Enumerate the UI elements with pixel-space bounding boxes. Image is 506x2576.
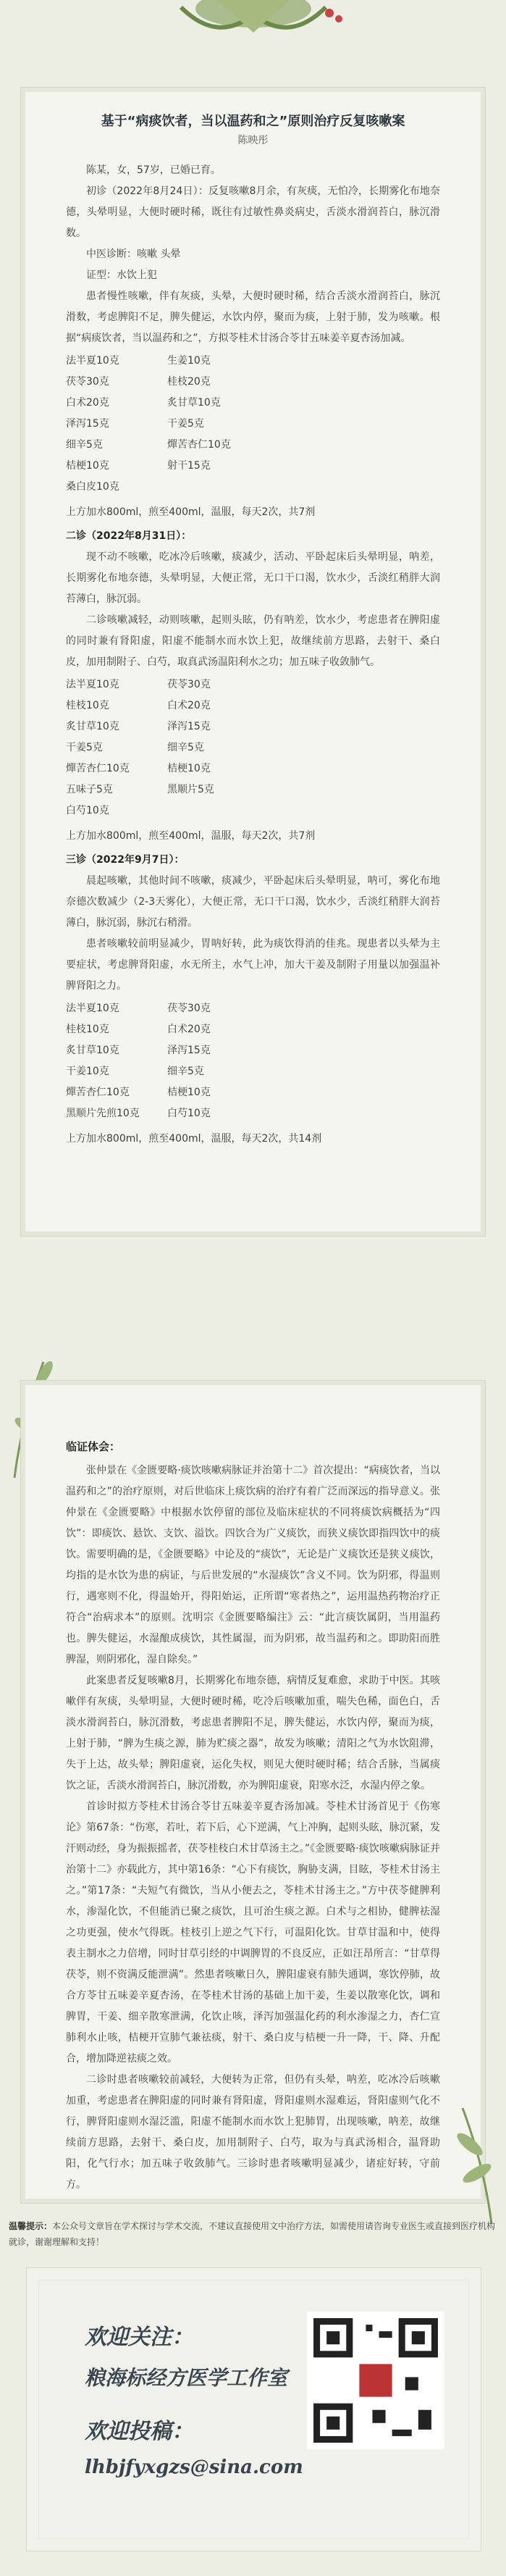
herb-item: 生姜10克 [167, 355, 211, 367]
prescription-row [66, 758, 440, 779]
herb-item: 茯苓30克 [167, 679, 211, 690]
notice-text: 本公众号文章旨在学术探讨与学术交流，不建议直接使用文中治疗方法，如需使用请咨询专业医生或直接到医疗机构就诊，谢谢理解和支持！ [9, 2221, 496, 2247]
prescription-row [66, 1103, 440, 1124]
herb-item: 白芍10克 [167, 1108, 211, 1119]
prescription-row [66, 716, 440, 737]
herb-item: 茯苓30克 [66, 376, 109, 388]
prescription-note: 上方加水800ml，煎至400ml，温服，每天2次，共7剂 [66, 506, 316, 518]
qr-code-icon [307, 2312, 444, 2449]
herb-item: 法半夏10克 [66, 1003, 119, 1014]
herb-item: 法半夏10克 [66, 679, 119, 690]
herb-item: 法半夏10克 [66, 355, 119, 367]
herb-item: 黑顺片先煎10克 [66, 1108, 140, 1119]
herb-item: 干姜5克 [66, 742, 103, 753]
welcome-follow-label: 欢迎关注： [85, 2325, 193, 2350]
prescription-list-2 [66, 674, 440, 821]
herb-item: 燀苦杏仁10克 [167, 439, 231, 451]
herb-item: 炙甘草10克 [167, 397, 221, 409]
welcome-banner [26, 2267, 481, 2551]
experience-title: 临证体会： [66, 1440, 121, 1453]
prescription-note: 上方加水800ml，煎至400ml，温服，每天2次，共14剂 [66, 1133, 322, 1145]
prescription-note: 上方加水800ml，煎至400ml，温服，每天2次，共7剂 [66, 830, 316, 842]
zongzi-decoration-icon [0, 0, 506, 87]
prescription-row [66, 779, 440, 800]
herb-item: 炙甘草10克 [66, 1045, 119, 1056]
experience-paragraph: 二诊时患者咳嗽较前减轻，大便转为正常，但仍有头晕，呐差，吃冰冷后咳嗽加重，考虑患者在脾阳虚的同时兼有肾阳虚，肾阳虚则水湿难运，肾阳虚则气化不行，脾肾阳虚则水湿泛滥，阳虚不能制水而水饮上犯肺胃，出现咳嗽，呐差，故继续前方思路，去射干、桑白皮，加用制附子、白芍，取为与真武汤相合，温肾助阳，化气行水；加五味子收敛肺气。三诊时患者咳嗽明显减少，诸症好转，守前方。 [66, 2074, 440, 2191]
herb-item: 桂枝20克 [167, 376, 211, 388]
herb-item: 泽泻15克 [66, 418, 109, 430]
herb-item: 白术20克 [167, 1024, 211, 1035]
herb-item: 五味子5克 [66, 784, 113, 795]
herb-item: 炙甘草10克 [66, 721, 119, 732]
prescription-row [66, 998, 440, 1019]
visit-3-paragraph: 患者咳嗽较前明显减少，胃呐好转，此为痰饮得消的佳兆。现患者以头晕为主要症状，考虑脾肾阳虚，水无所主，水气上冲，加大干姜及制附子用量以加强温补脾肾阳之力。 [66, 938, 440, 992]
herb-item: 射干15克 [167, 460, 211, 472]
prescription-row [66, 674, 440, 695]
visit-2-heading: 二诊（2022年8月31日）： [66, 530, 192, 542]
contact-email[interactable]: lhbjfyxgzs@sina.com [85, 2456, 303, 2478]
herb-item: 白术20克 [167, 700, 211, 711]
case-card [20, 87, 486, 1237]
prescription-row [66, 737, 440, 758]
experience-paragraph: 张仲景在《金匮要略·痰饮咳嗽病脉证并治第十二》首次提出：“病痰饮者，当以温药和之”的治疗原则，对后世临床上痰饮病的治疗有着广泛而深远的指导意义。张仲景在《金匮要略》中根据水饮停留的部位及临床症状的不同将痰饮病概括为“四饮”：即痰饮、悬饮、支饮、溢饮。四饮合为广义痰饮，而狭义痰饮即指四饮中的痰饮。需要明确的是，《金匮要略》中论及的“痰饮”，无论是广义痰饮还是狭义痰饮，均指的是水饮为患的病证，与后世发展的“水湿痰饮”含义不同。饮为阴邪，得温则行，遇寒则不化，得温始开，得阳始运，正所谓“寒者热之”，运用温热药物治疗正符合“治病求本”的原则。沈明宗《金匮要略编注》云：“此言痰饮属阴，当用温药也。脾失健运，水湿酿成痰饮，其性属湿，而为阴邪，故当温药和之。即助阳而胜脾湿，则阴邪化，湿自除矣。” [66, 1465, 440, 1665]
herb-item: 燀苦杏仁10克 [66, 1087, 130, 1098]
herb-item: 干姜5克 [167, 418, 204, 430]
herb-item: 桂枝10克 [66, 700, 109, 711]
experience-paragraph: 首诊时拟方苓桂术甘汤合苓甘五味姜辛夏杏汤加减。苓桂术甘汤首见于《伤寒论》第67条：“伤寒，若吐，若下后，心下逆满，气上冲胸，起则头眩，脉沉紧，发汗则动经，身为振振摇者，茯苓桂枝白术甘草汤主之。”《金匮要略·痰饮咳嗽病脉证并治第十二》亦载此方，其中第16条：“心下有痰饮，胸胁支满，目眩，苓桂术甘汤主之。”第17条：“夫短气有微饮，当从小便去之，苓桂术甘汤主之。”方中茯苓健脾利水，渗湿化饮，不但能消已聚之痰饮，且可治生痰之源。白术与之相协，健脾祛湿之功更强，使水气得既。桂枝引上逆之气下行，可温阳化饮。甘草甘温和中，使得表主制水之力倍增，同时甘草引经的中调脾胃的不良反应，正如汪昂所言：“甘草得茯苓，则不资满反能泄满”。然患者咳嗽日久，脾阳虚衰有肺失通调，寒饮停肺，故合方苓甘五味姜辛夏杏汤，在苓桂术甘汤的基础上加干姜，生姜以散寒化饮，调和脾胃，干姜、细辛散寒泄满，化饮止咳，泽泻加强温化药的利水渗湿之力，杏仁宣肺利水止咳，桔梗开宣肺气兼祛痰，射干、桑白皮与桔梗一升一降，干、降、升配合，增加降逆祛痰之效。 [66, 1801, 440, 2065]
experience-card [20, 1380, 486, 2204]
herb-item: 桔梗10克 [66, 460, 109, 472]
prescription-row [66, 351, 440, 372]
herb-item: 泽泻15克 [167, 1045, 211, 1056]
experience-paragraph: 此案患者反复咳嗽8月，长期雾化布地奈德，病情反复难愈，求助于中医。其咳嗽伴有灰痰，头晕明显，大便时硬时稀，吃冷后咳嗽加重，喘失色稀，面色白，舌淡水滑润苔白，脉沉滑数，考虑患者脾阳不足，脾失健运，水饮内停，聚而为痰，上射于肺，“脾为生痰之源，肺为贮痰之器”，故发为咳嗽；清阳之气为水饮阻滞，失于上达，故头晕；脾阳虚衰，运化失权，则见大便时硬时稀；结合舌脉，当属痰饮之证，舌淡水滑润苔白，脉沉滑数，亦为脾阳虚衰，阳寒水泛，水湿内停之象。 [66, 1675, 440, 1791]
herb-item: 燀苦杏仁10克 [66, 763, 130, 774]
prescription-row [66, 1040, 440, 1061]
prescription-row [66, 435, 440, 456]
visit-3-heading: 三诊（2022年9月7日）： [66, 854, 185, 866]
herb-item: 白芍10克 [66, 805, 109, 816]
herb-item: 细辛5克 [167, 1066, 204, 1077]
visit-3-paragraph: 晨起咳嗽，其他时间不咳嗽，痰减少，平卧起床后头晕明显，呐可，雾化布地奈德次数减少（2-3天雾化），大便正常，无口干口渴，饮水少，舌淡红稍胖大润苔薄白，脉沉弱，脉沉右稍滑。 [66, 875, 440, 929]
intro-paragraph: 陈某，女，57岁，已婚已育。 [86, 164, 221, 176]
herb-item: 黑顺片5克 [167, 784, 214, 795]
article-title: 基于“病痰饮者，当以温药和之”原则治疗反复咳嗽案 [101, 114, 405, 129]
herb-item: 桔梗10克 [167, 1087, 211, 1098]
intro-paragraph: 初诊（2022年8月24日）：反复咳嗽8月余，有灰痰，无怕冷，长期雾化布地奈德，头晕明显，大便时硬时稀，既往有过敏性鼻炎病史，舌淡水滑润苔白，脉沉滑数。 [66, 185, 440, 239]
plant-decoration-icon [419, 2079, 506, 2224]
visit-2-paragraph: 二诊咳嗽减轻，动则咳嗽，起则头眩，仍有呐差，饮水少，考虑患者在脾阳虚的同时兼有肾阳虚，阳虚不能制水而水饮上犯，故继续前方思路，去射干、桑白皮，加用制附子、白芍，取真武汤温阳利水之功；加五味子收敛肺气。 [66, 614, 440, 668]
studio-name: 粮海标经方医学工作室 [85, 2366, 288, 2390]
intro-paragraph: 证型：水饮上犯 [86, 269, 157, 281]
welcome-submit-label: 欢迎投稿： [85, 2419, 193, 2444]
herb-item: 桂枝10克 [66, 1024, 109, 1035]
prescription-row [66, 1019, 440, 1040]
notice-label: 温馨提示： [9, 2221, 53, 2231]
prescription-row [66, 393, 440, 414]
intro-paragraph: 患者慢性咳嗽，伴有灰痰，头晕，大便时硬时稀，结合舌淡水滑润苔白，脉沉滑数，考虑脾阳不足，脾失健运，水饮内停，聚而为痰，上射于肺，发为咳嗽。根据“病痰饮者，当以温药和之”，方拟苓桂术甘汤合苓甘五味姜辛夏杏汤加减。 [66, 290, 440, 344]
prescription-row [66, 695, 440, 716]
prescription-row [66, 1061, 440, 1082]
herb-item: 泽泻15克 [167, 721, 211, 732]
case-content [66, 160, 440, 1153]
visit-2-paragraph: 现不动不咳嗽，吃冰冷后咳嗽，痰减少，活动、平卧起床后头晕明显，呐差，长期雾化布地奈德，头晕明显，大便正常，无口干口渴，饮水少，舌淡红稍胖大润苔薄白，脉沉弱。 [66, 551, 440, 605]
prescription-row [66, 1082, 440, 1103]
disclaimer-notice [9, 2218, 497, 2250]
experience-content [66, 1460, 440, 2196]
prescription-row [66, 800, 440, 821]
prescription-row [66, 414, 440, 435]
prescription-list-1 [66, 351, 440, 498]
herb-item: 细辛5克 [167, 742, 204, 753]
intro-paragraph: 中医诊断：咳嗽 头晕 [86, 248, 181, 260]
herb-item: 茯苓30克 [167, 1003, 211, 1014]
article-author: 陈映彤 [237, 135, 269, 146]
herb-item: 桑白皮10克 [66, 481, 119, 493]
prescription-list-3 [66, 998, 440, 1124]
prescription-row [66, 456, 440, 477]
prescription-row [66, 372, 440, 393]
herb-item: 白术20克 [66, 397, 109, 409]
prescription-row [66, 477, 440, 498]
herb-item: 细辛5克 [66, 439, 103, 451]
herb-item: 桔梗10克 [167, 763, 211, 774]
herb-item: 干姜10克 [66, 1066, 109, 1077]
